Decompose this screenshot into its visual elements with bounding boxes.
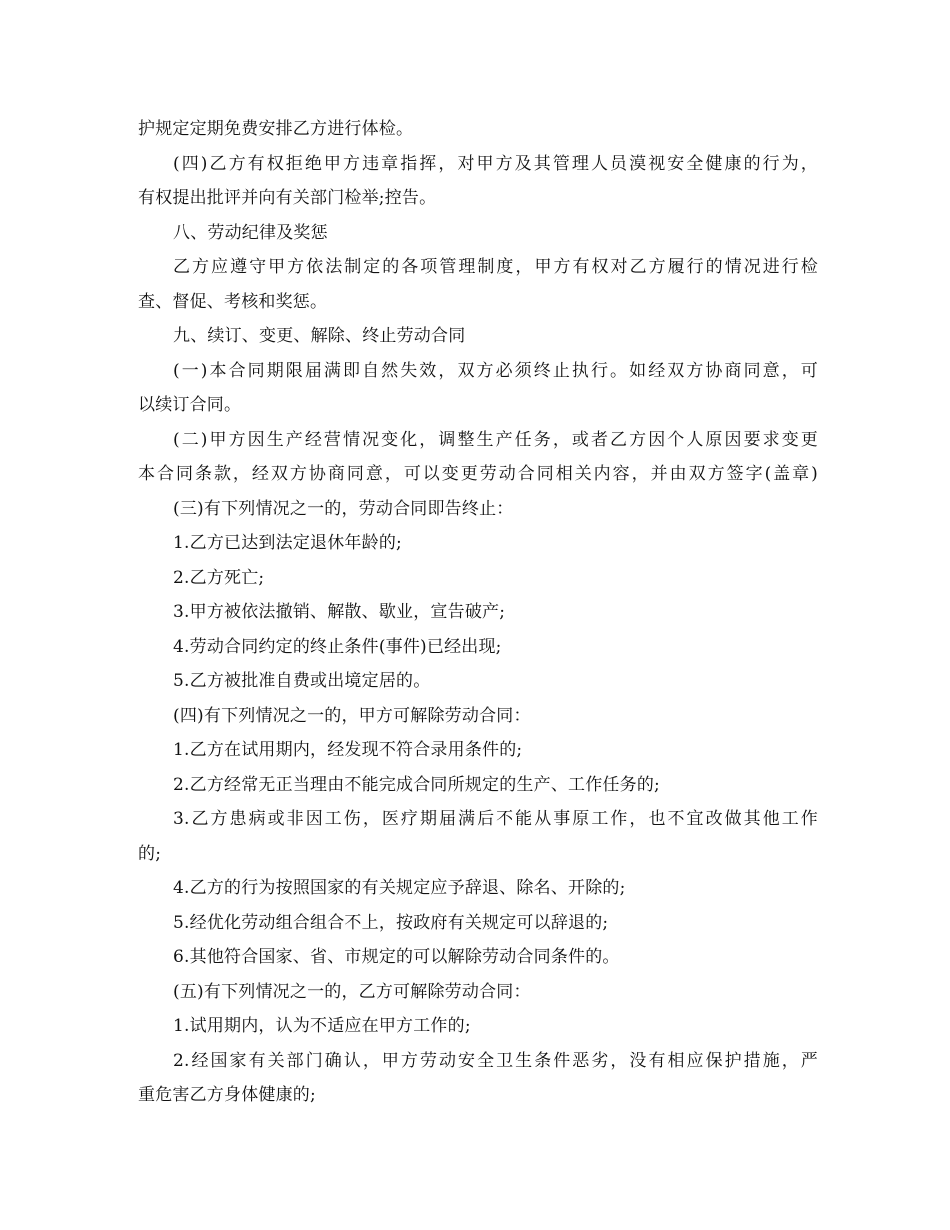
text-line: 2.乙方经常无正当理由不能完成合同所规定的生产、工作任务的; [173,774,660,795]
text-line: 1.试用期内，认为不适应在甲方工作的; [173,1016,471,1036]
text-line: 6.其他符合国家、省、市规定的可以解除劳动合同条件的。 [173,947,620,967]
text-line: 查、督促、考核和奖惩。 [138,291,328,312]
text-line: (二)甲方因生产经营情况变化，调整生产任务，或者乙方因个人原因要求变更 [173,429,818,450]
text-line: (五)有下列情况之一的，乙方可解除劳动合同： [173,981,531,1002]
text-line: (一)本合同期限届满即自然失效，双方必须终止执行。如经双方协商同意，可 [173,360,818,381]
text-line: 1.乙方已达到法定退休年龄的; [173,533,402,553]
text-line: 的; [138,843,162,864]
text-line: (三)有下列情况之一的，劳动合同即告终止： [173,498,514,519]
document-body [138,112,818,1113]
text-line: 有权提出批评并向有关部门检举;控告。 [138,188,437,208]
text-line: 以续订合同。 [138,395,242,415]
text-line: 1.乙方在试用期内，经发现不符合录用条件的; [173,740,523,760]
text-line: 5.乙方被批准自费或出境定居的。 [173,671,431,691]
text-line: 九、续订、变更、解除、终止劳动合同 [173,326,466,346]
text-line: 本合同条款，经双方协商同意，可以变更劳动合同相关内容，并由双方签字(盖章) [138,464,818,484]
text-line: 4.劳动合同约定的终止条件(事件)已经出现; [173,636,502,657]
text-line: (四)有下列情况之一的，甲方可解除劳动合同： [173,705,531,726]
text-line: 5.经优化劳动组合组合不上，按政府有关规定可以辞退的; [173,912,609,933]
text-line: 3.甲方被依法撤销、解散、歇业，宣告破产; [173,602,506,622]
text-line: 2.经国家有关部门确认，甲方劳动安全卫生条件恶劣，没有相应保护措施，严 [173,1050,818,1071]
text-line: 4.乙方的行为按照国家的有关规定应予辞退、除名、开除的; [173,878,626,898]
text-line: 乙方应遵守甲方依法制定的各项管理制度，甲方有权对乙方履行的情况进行检 [173,257,818,277]
text-line: 2.乙方死亡; [173,567,265,588]
text-line: (四)乙方有权拒绝甲方违章指挥，对甲方及其管理人员漠视安全健康的行为， [173,153,818,174]
text-line: 护规定定期免费安排乙方进行体检。 [138,119,414,139]
text-line: 八、劳动纪律及奖惩 [173,222,328,243]
text-line: 重危害乙方身体健康的; [138,1085,316,1105]
text-line: 3.乙方患病或非因工伤，医疗期届满后不能从事原工作，也不宜改做其他工作 [173,809,818,829]
